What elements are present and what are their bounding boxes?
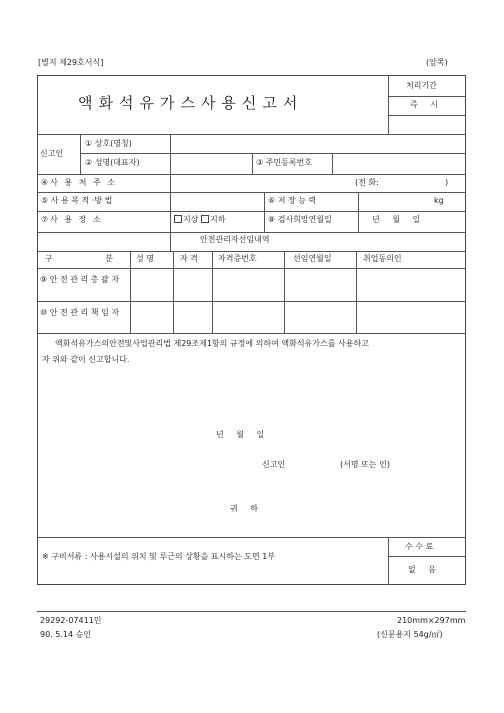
column-name: 성 명: [136, 254, 154, 263]
usage-location-label: ⑦사 용 장 소: [41, 215, 103, 224]
declaration-text-2: 자 위와 같이 신고합니다.: [42, 355, 130, 364]
underground-checkbox[interactable]: [201, 215, 209, 223]
phone-close: ): [445, 178, 449, 187]
usage-purpose-label: ⑤ 사 용 목 적 ·방 법: [41, 196, 113, 205]
signer-label: 신고인: [262, 460, 286, 469]
processing-period-value: 즉 시: [410, 100, 443, 109]
responsible-safety-manager-label: ⑩ 안 전 관 리 책 임 자: [40, 308, 120, 317]
phone-label: (전 화:: [355, 178, 379, 187]
required-documents: ※ 구비서류 : 사용시설의 위치 및 루근의 상황을 표시하는 도면 1부: [42, 552, 276, 561]
general-safety-manager-label: ⑨ 안 전 관 리 총 괄 자: [40, 275, 120, 284]
above-ground-label: 지상: [183, 215, 199, 224]
column-license-number: 자격증번호: [218, 254, 257, 263]
form-number: [별지 제29호서식]: [38, 58, 104, 67]
page-side-label: (앞쪽): [426, 58, 448, 67]
location-options: [174, 215, 225, 224]
applicant-label: 신고인: [40, 149, 64, 158]
column-qualification: 자 격: [180, 254, 198, 263]
storage-capacity-label: ⑥ 저 장 능 력: [268, 196, 317, 205]
underground-label: 지하: [210, 215, 226, 224]
fee-label: 수 수 료: [405, 542, 434, 551]
inspection-date-placeholder: 년 월 일: [372, 215, 426, 224]
usage-address-label: ④사 용 처 주 소: [41, 178, 117, 187]
business-name-label: ① 상호(명칭): [85, 139, 132, 148]
capacity-unit: kg: [434, 196, 444, 205]
declaration-date: 년 월 일: [216, 430, 270, 439]
inspection-date-label: ⑧ 검사희망연월일: [268, 215, 332, 224]
form-code: 29292-07411민: [40, 616, 102, 625]
above-ground-checkbox[interactable]: [174, 215, 182, 223]
paper-size: 210mm×297mm: [397, 616, 466, 625]
form-title: 액화석유가스사용신고서: [78, 94, 304, 112]
signature-note: (서명 또는 인): [340, 460, 390, 469]
recipient-label: 귀 하: [230, 504, 263, 513]
resident-number-label: ③ 주민등록번호: [256, 158, 313, 167]
fee-value: 없 음: [408, 565, 441, 574]
column-appointment-date: 선임연월일: [293, 254, 332, 263]
representative-label: ② 성명(대표자): [85, 158, 140, 167]
column-consent: 취업동의인: [363, 254, 402, 263]
declaration-text-1: 액화석유가스의안전및사업관리법 제29조제1항의 규정에 의하여 액화석유가스를 사용하고: [55, 339, 369, 348]
paper-type: (신문용지 54g/㎡): [377, 630, 443, 639]
column-category: 구 분: [45, 254, 113, 263]
approval-date: 90. 5.14 승인: [40, 630, 92, 639]
safety-section-title: 안전관리자선임내역: [200, 235, 270, 244]
processing-period-label: 처리기간: [406, 81, 437, 90]
